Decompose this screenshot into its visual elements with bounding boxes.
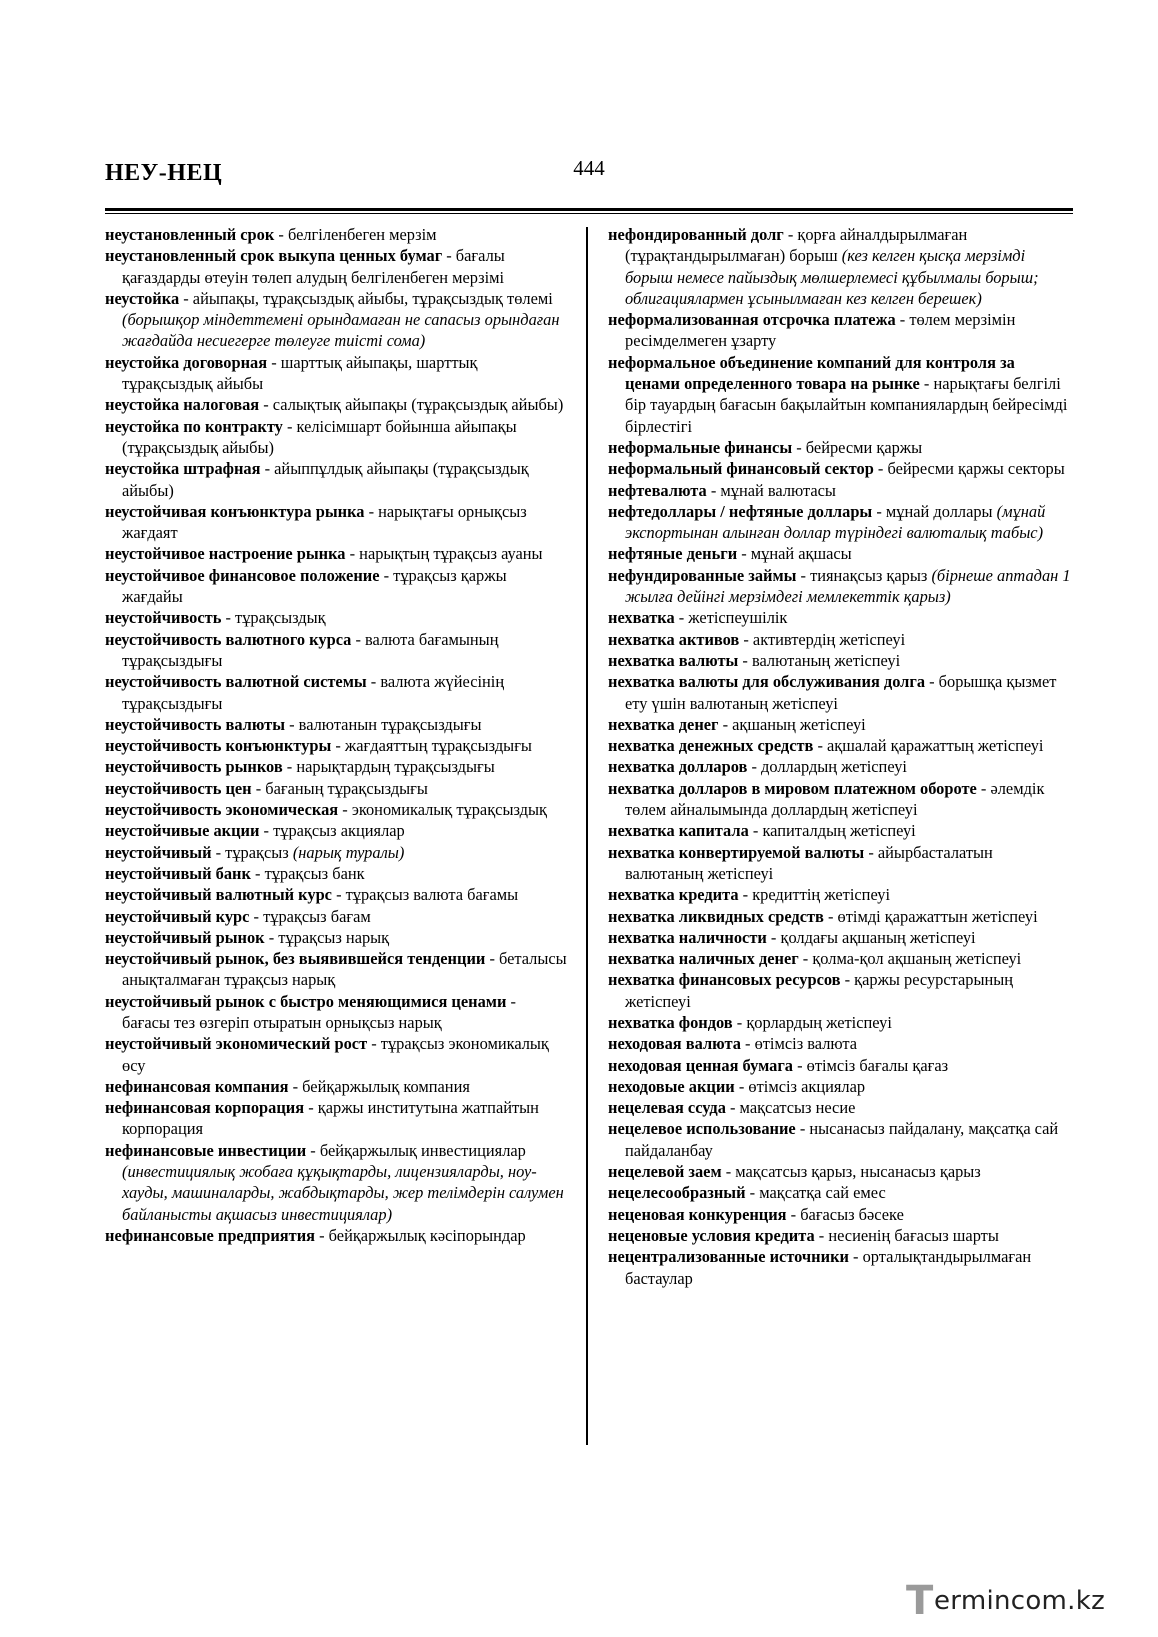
entry-definition: - нарықтың тұрақсыз ауаны bbox=[345, 544, 543, 564]
entry-definition: - салықтық айыпақы (тұрақсыздық айыбы) bbox=[259, 395, 564, 415]
left-column bbox=[105, 224, 567, 1246]
header-rule-thick bbox=[105, 208, 1073, 211]
entry-definition: - жағдаяттың тұрақсыздығы bbox=[331, 736, 532, 756]
entry-term: неценовые условия кредита bbox=[608, 1225, 815, 1245]
entry-term: неустойчивый рынок с быстро меняющимися ценами bbox=[105, 991, 507, 1011]
entry-definition: - кредиттің жетіспеуі bbox=[738, 885, 891, 905]
entry-definition: - бағалы қағаздарды өтеуін төлеп алудың белгіленбеген мерзімі bbox=[122, 246, 505, 287]
entry-definition: - валюта бағамының тұрақсыздығы bbox=[122, 629, 499, 670]
dictionary-entry bbox=[608, 1225, 1073, 1246]
entry-term: неформальные финансы bbox=[608, 437, 793, 457]
entry-note: (нарық туралы) bbox=[292, 842, 405, 862]
entry-term: неустановленный срок выкупа ценных бумаг bbox=[105, 246, 443, 266]
entry-definition: - тұрақсыз bbox=[211, 842, 293, 862]
entry-definition: - капиталдың жетіспеуі bbox=[748, 821, 916, 841]
entry-term: нехватка финансовых ресурсов bbox=[608, 970, 841, 990]
entry-term: неценовая конкуренция bbox=[608, 1204, 787, 1224]
dictionary-entry bbox=[105, 1225, 567, 1246]
entry-definition: - айыпақы, тұрақсыздық айыбы, тұрақсыздық төлемі bbox=[179, 288, 553, 308]
entry-term: нефтедоллары / нефтяные доллары bbox=[608, 501, 873, 521]
entry-term: неустойчивость экономическая bbox=[105, 800, 339, 820]
entry-term: нефинансовая компания bbox=[105, 1076, 289, 1096]
entry-definition: - қорлардың жетіспеуі bbox=[732, 1012, 892, 1032]
entry-definition: - мақсатсыз несие bbox=[725, 1098, 856, 1118]
entry-definition: - белгіленбеген мерзім bbox=[274, 225, 437, 244]
entry-definition: - бейқаржылық инвестициялар bbox=[306, 1140, 526, 1160]
dictionary-entry bbox=[105, 735, 567, 756]
entry-definition: - борышқа қызмет ету үшін валютаның жетіспеуі bbox=[625, 672, 1057, 713]
entry-definition: - қолма-қол ақшаның жетіспеуі bbox=[798, 949, 1022, 969]
entry-term: неустойка по контракту bbox=[105, 416, 283, 436]
entry-definition: - төлем мерзімін ресімделмеген ұзарту bbox=[625, 310, 1016, 351]
entry-term: нехватка долларов bbox=[608, 757, 748, 777]
dictionary-entry bbox=[105, 458, 567, 501]
dictionary-entry bbox=[105, 927, 567, 948]
dictionary-entry bbox=[608, 906, 1073, 927]
dictionary-entry bbox=[608, 671, 1073, 714]
dictionary-entry bbox=[105, 416, 567, 459]
dictionary-entry bbox=[105, 863, 567, 884]
dictionary-entry bbox=[105, 245, 567, 288]
dictionary-entry bbox=[105, 906, 567, 927]
dictionary-entry bbox=[608, 969, 1073, 1012]
entry-term: нехватка денежных средств bbox=[608, 736, 814, 756]
entry-term: неформальное объединение компаний для контроля за ценами определенного товара на рынке bbox=[608, 352, 1015, 394]
dictionary-entry bbox=[608, 437, 1073, 458]
entry-definition: - өтімсіз бағалы қағаз bbox=[792, 1055, 949, 1075]
dictionary-entry bbox=[608, 224, 1073, 309]
entry-term: неустойчивый валютный курс bbox=[105, 885, 332, 905]
entry-definition: - мақсатқа сай емес bbox=[745, 1183, 886, 1203]
entry-definition: - өтімсіз валюта bbox=[740, 1034, 858, 1054]
entry-term: неустойчивые акции bbox=[105, 821, 260, 841]
entry-term: нехватка наличных денег bbox=[608, 949, 799, 969]
entry-definition: - ақшаның жетіспеуі bbox=[718, 714, 866, 734]
entry-term: нехватка ликвидных средств bbox=[608, 906, 824, 926]
dictionary-entry bbox=[105, 1033, 567, 1076]
entry-definition: - нарықтағы орнықсыз жағдаят bbox=[122, 501, 527, 543]
dictionary-entry bbox=[105, 991, 567, 1034]
dictionary-entry bbox=[608, 884, 1073, 905]
entry-term: нехватка bbox=[608, 608, 675, 628]
dictionary-entry bbox=[105, 756, 567, 777]
entry-term: нефинансовые предприятия bbox=[105, 1225, 316, 1245]
dictionary-entry bbox=[105, 671, 567, 714]
entry-term: неустойчивость валюты bbox=[105, 714, 286, 734]
entry-term: неустойчивый экономический рост bbox=[105, 1034, 368, 1054]
entry-definition: - бейқаржылық компания bbox=[288, 1076, 470, 1096]
header-rule-thin bbox=[105, 213, 1073, 214]
entry-term: нефтевалюта bbox=[608, 480, 707, 500]
entry-term: неформализованная отсрочка платежа bbox=[608, 310, 896, 330]
dictionary-entry bbox=[105, 799, 567, 820]
entry-term: неустойчивость рынков bbox=[105, 757, 283, 777]
entry-term: неустойчивая конъюнктура рынка bbox=[105, 501, 365, 521]
entry-definition: - бағаның тұрақсыздығы bbox=[251, 778, 428, 798]
entry-term: неустойчивое финансовое положение bbox=[105, 565, 380, 585]
entry-definition: - тұрақсыздық bbox=[221, 608, 326, 628]
entry-definition: - бағасыз бәсеке bbox=[786, 1204, 904, 1224]
entry-term: нехватка конвертируемой валюты bbox=[608, 842, 865, 862]
dictionary-entry bbox=[105, 884, 567, 905]
entry-term: неустойчивый рынок, без выявившейся тенденции bbox=[105, 949, 486, 969]
entry-term: неустойчивое настроение рынка bbox=[105, 544, 346, 564]
watermark-text: ermincom.kz bbox=[934, 1586, 1106, 1616]
entry-definition: - нарықтағы белгілі бір тауардың бағасын бақылайтын компаниялардың бейресімді бірлестігі bbox=[625, 374, 1068, 436]
entry-term: нецелевая ссуда bbox=[608, 1098, 726, 1118]
entry-definition: - айырбасталатын валютаның жетіспеуі bbox=[625, 842, 993, 883]
entry-definition: - бағасы тез өзгеріп отыратын орнықсыз нарық bbox=[122, 991, 516, 1032]
dictionary-entry bbox=[105, 1140, 567, 1225]
dictionary-entry bbox=[608, 1204, 1073, 1225]
entry-definition: - айыппұлдық айыпақы (тұрақсыздық айыбы) bbox=[122, 459, 529, 500]
entry-note: (кез келген қысқа мерзімді борыш немесе пайыздық мөлшерлемесі құбылмалы борыш; облигациялармен ұсынылмаған кез келген берешек) bbox=[625, 246, 1039, 308]
right-column bbox=[608, 224, 1073, 1289]
entry-term: нефтяные деньги bbox=[608, 544, 738, 564]
column-divider bbox=[586, 227, 588, 1445]
dictionary-entry bbox=[608, 756, 1073, 777]
dictionary-entry bbox=[608, 820, 1073, 841]
termincom-watermark bbox=[906, 1578, 1132, 1624]
entry-definition: - активтердің жетіспеуі bbox=[739, 629, 906, 649]
dictionary-entry bbox=[105, 501, 567, 544]
entry-term: нефондированный долг bbox=[608, 225, 784, 244]
entry-definition: - қолдағы ақшаның жетіспеуі bbox=[766, 927, 976, 947]
dictionary-entry bbox=[105, 714, 567, 735]
dictionary-entry bbox=[105, 1097, 567, 1140]
dictionary-entry bbox=[608, 480, 1073, 501]
entry-definition: - шарттық айыпақы, шарттық тұрақсыздық айыбы bbox=[122, 352, 478, 394]
dictionary-entry bbox=[105, 1076, 567, 1097]
dictionary-entry bbox=[105, 629, 567, 672]
dictionary-entry bbox=[608, 629, 1073, 650]
entry-definition: - мұнай доллары bbox=[872, 501, 997, 521]
dictionary-entry bbox=[608, 1076, 1073, 1097]
dictionary-entry bbox=[608, 1118, 1073, 1161]
entry-term: неустойчивость валютного курса bbox=[105, 629, 352, 649]
entry-definition: - бейресми қаржы секторы bbox=[873, 459, 1065, 479]
dictionary-entry bbox=[105, 820, 567, 841]
dictionary-entry bbox=[105, 948, 567, 991]
entry-definition: - қаржы ресурстарының жетіспеуі bbox=[625, 970, 1014, 1011]
entry-term: неустойчивость bbox=[105, 608, 222, 628]
dictionary-entry bbox=[608, 1055, 1073, 1076]
dictionary-entry bbox=[105, 352, 567, 395]
entry-term: нецентрализованные источники bbox=[608, 1247, 849, 1267]
entry-term: нехватка долларов в мировом платежном обороте bbox=[608, 778, 977, 798]
dictionary-entry bbox=[105, 288, 567, 352]
entry-definition: - тиянақсыз қарыз bbox=[796, 565, 932, 585]
entry-definition: - мұнай ақшасы bbox=[737, 544, 852, 564]
entry-definition: - валютаның жетіспеуі bbox=[738, 650, 901, 670]
entry-term: неустановленный срок bbox=[105, 225, 275, 244]
dictionary-entry bbox=[608, 1182, 1073, 1203]
entry-term: неустойка договорная bbox=[105, 352, 268, 372]
entry-term: неходовая валюта bbox=[608, 1034, 741, 1054]
entry-term: нефинансовые инвестиции bbox=[105, 1140, 307, 1160]
dictionary-entry bbox=[105, 607, 567, 628]
entry-note: (бірнеше аптадан 1 жылға дейінгі мерзімдегі мемлекеттік қарыз) bbox=[625, 565, 1071, 607]
entry-term: нехватка кредита bbox=[608, 885, 739, 905]
entry-term: неустойчивый банк bbox=[105, 863, 251, 883]
dictionary-entry bbox=[608, 1246, 1073, 1289]
dictionary-entry bbox=[608, 948, 1073, 969]
entry-term: нехватка активов bbox=[608, 629, 740, 649]
dictionary-entry bbox=[608, 927, 1073, 948]
entry-definition: - тұрақсыз бағам bbox=[249, 906, 371, 926]
entry-term: неустойчивость конъюнктуры bbox=[105, 736, 332, 756]
entry-definition: - нысанасыз пайдалану, мақсатқа сай пайдаланбау bbox=[625, 1119, 1059, 1160]
entry-definition: - тұрақсыз қаржы жағдайы bbox=[122, 565, 507, 607]
entry-term: неустойка налоговая bbox=[105, 395, 260, 415]
entry-definition: - мақсатсыз қарыз, нысанасыз қарыз bbox=[721, 1162, 981, 1182]
entry-definition: - валютанын тұрақсыздығы bbox=[285, 714, 482, 734]
dictionary-entry bbox=[608, 607, 1073, 628]
dictionary-entry bbox=[608, 778, 1073, 821]
entry-definition: - доллардың жетіспеуі bbox=[747, 757, 907, 777]
entry-definition: - мұнай валютасы bbox=[706, 480, 836, 500]
entry-term: неустойка bbox=[105, 288, 180, 308]
entry-definition: - келісімшарт бойынша айыпақы (тұрақсыздық айыбы) bbox=[122, 416, 517, 457]
dictionary-entry bbox=[608, 543, 1073, 564]
dictionary-entry bbox=[608, 1161, 1073, 1182]
entry-term: неходовая ценная бумага bbox=[608, 1055, 793, 1075]
entry-definition: - беталысы анықталмаған тұрақсыз нарық bbox=[122, 949, 567, 990]
entry-term: нехватка капитала bbox=[608, 821, 749, 841]
entry-definition: - тұрақсыз экономикалық өсу bbox=[122, 1034, 549, 1075]
page-header bbox=[105, 150, 1073, 210]
entry-definition: - несиенің бағасыз шарты bbox=[814, 1225, 999, 1245]
page-number: 444 bbox=[573, 156, 605, 180]
entry-definition: - ақшалай қаражаттың жетіспеуі bbox=[813, 736, 1044, 756]
dictionary-entry bbox=[608, 842, 1073, 885]
dictionary-entry bbox=[105, 565, 567, 608]
entry-term: неформальный финансовый сектор bbox=[608, 459, 874, 479]
entry-definition: - бейресми қаржы bbox=[792, 437, 923, 457]
entry-definition: - бейқаржылық кәсіпорындар bbox=[315, 1225, 526, 1245]
entry-definition: - тұрақсыз банк bbox=[250, 863, 365, 883]
entry-term: нехватка наличности bbox=[608, 927, 767, 947]
watermark-logo-letter: T bbox=[906, 1578, 934, 1624]
entry-term: неустойчивый рынок bbox=[105, 927, 265, 947]
entry-definition: - қорға айналдырылмаған (тұрақтандырылмаған) борыш bbox=[625, 225, 968, 266]
dictionary-entry bbox=[608, 1097, 1073, 1118]
dictionary-entry bbox=[608, 1033, 1073, 1054]
entry-term: нехватка фондов bbox=[608, 1012, 733, 1032]
dictionary-entry bbox=[105, 224, 567, 245]
entry-term: неходовые акции bbox=[608, 1076, 735, 1096]
entry-definition: - жетіспеушілік bbox=[674, 608, 788, 628]
entry-term: нефинансовая корпорация bbox=[105, 1098, 305, 1118]
entry-note: (мұнай экспортынан алынған доллар түріндегі валюталық табыс) bbox=[625, 501, 1046, 543]
entry-definition: - әлемдік төлем айналымында доллардың жетіспеуі bbox=[625, 778, 1045, 820]
entry-term: нецелесообразный bbox=[608, 1183, 746, 1203]
entry-definition: - орталықтандырылмаған бастаулар bbox=[625, 1247, 1032, 1288]
dictionary-entry bbox=[608, 1012, 1073, 1033]
entry-term: неустойка штрафная bbox=[105, 459, 261, 479]
entry-term: неустойчивый курс bbox=[105, 906, 250, 926]
entry-term: нефундированные займы bbox=[608, 565, 797, 585]
entry-note: (борышқор міндеттемені орындамаған не сапасыз орындаған жағдайда несиегерге төлеуге тиісті сома) bbox=[122, 310, 560, 351]
entry-term: нехватка валюты bbox=[608, 650, 739, 670]
entry-definition: - экономикалық тұрақсыздық bbox=[338, 800, 547, 820]
dictionary-entry bbox=[608, 650, 1073, 671]
dictionary-entry bbox=[608, 565, 1073, 608]
entry-definition: - тұрақсыз акциялар bbox=[259, 821, 405, 841]
dictionary-entry bbox=[105, 778, 567, 799]
entry-term: неустойчивость цен bbox=[105, 778, 252, 798]
entry-definition: - қаржы институтына жатпайтын корпорация bbox=[122, 1098, 539, 1139]
dictionary-entry bbox=[608, 352, 1073, 437]
dictionary-entry bbox=[608, 714, 1073, 735]
page-title: НЕУ-НЕЦ bbox=[105, 160, 223, 186]
dictionary-entry bbox=[608, 309, 1073, 352]
entry-definition: - нарықтардың тұрақсыздығы bbox=[282, 757, 495, 777]
entry-definition: - валюта жүйесінің тұрақсыздығы bbox=[122, 672, 505, 713]
entry-definition: - өтімсіз акциялар bbox=[734, 1076, 866, 1096]
dictionary-entry bbox=[608, 501, 1073, 544]
entry-term: нецелевой заем bbox=[608, 1162, 722, 1182]
dictionary-entry bbox=[608, 458, 1073, 479]
entry-term: нехватка валюты для обслуживания долга bbox=[608, 672, 926, 692]
entry-note: (инвестициялық жобаға құқықтарды, лицензияларды, ноу-хауды, машиналарды, жабдықтарды, жер телімдерін салумен байланысты ақшасыз инвестициялар) bbox=[122, 1162, 564, 1224]
entry-definition: - өтімді қаражаттын жетіспеуі bbox=[823, 906, 1038, 926]
dictionary-entry bbox=[608, 735, 1073, 756]
entry-term: неустойчивый bbox=[105, 842, 212, 862]
entry-term: неустойчивость валютной системы bbox=[105, 672, 367, 692]
dictionary-entry bbox=[105, 394, 567, 415]
dictionary-entry bbox=[105, 543, 567, 564]
entry-term: нецелевое использование bbox=[608, 1119, 796, 1139]
entry-term: нехватка денег bbox=[608, 714, 719, 734]
entry-definition: - тұрақсыз валюта бағамы bbox=[331, 885, 519, 905]
dictionary-entry bbox=[105, 842, 567, 863]
entry-definition: - тұрақсыз нарық bbox=[264, 927, 390, 947]
